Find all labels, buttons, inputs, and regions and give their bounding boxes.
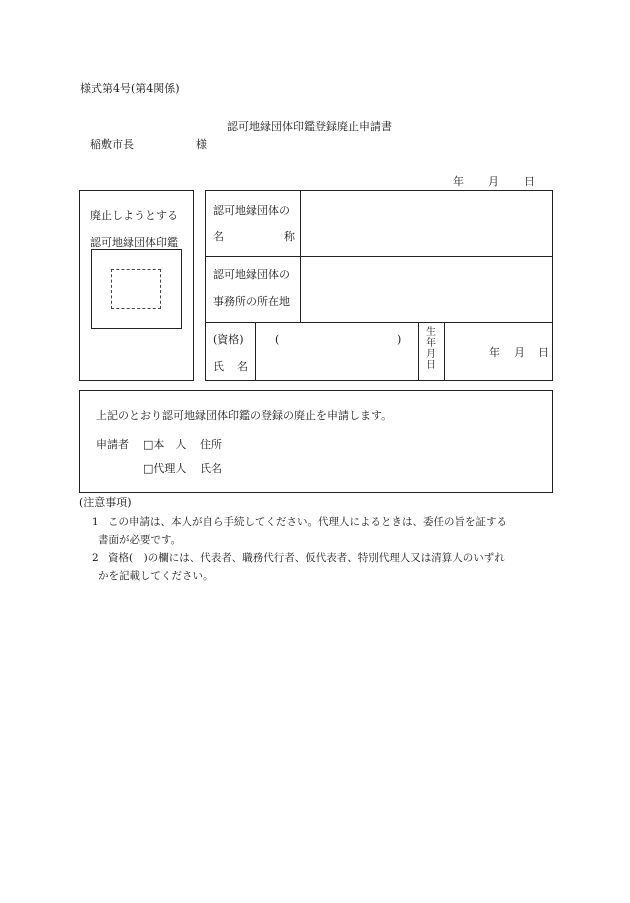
- seal-stamp-area[interactable]: [111, 269, 161, 309]
- birthdate-field[interactable]: [445, 323, 552, 380]
- note-1-number: 1: [92, 516, 99, 528]
- note-2-line2: かを記載してください。: [98, 570, 214, 582]
- note-1-line1: この申請は、本人が自ら手続してください。代理人によるときは、委任の旨を証する: [108, 516, 507, 528]
- name-label-a: 氏: [213, 360, 224, 373]
- application-statement: 上記のとおり認可地縁団体印鑑の登録の廃止を申請します。: [96, 409, 393, 422]
- office-address-field[interactable]: [301, 257, 552, 322]
- seal-section: [79, 190, 194, 381]
- birth-year-label: 年: [489, 346, 500, 359]
- addressee-name: 稲敷市長: [90, 138, 134, 151]
- name-label-b: 名: [237, 360, 248, 373]
- form-number: 様式第4号(第4関係): [80, 82, 180, 95]
- qualification-paren-open: (: [275, 333, 280, 346]
- table-divider: [418, 322, 419, 381]
- birth-day-label: 日: [538, 346, 549, 359]
- office-label-line1: 認可地縁団体の: [213, 268, 290, 281]
- birth-month-label: 月: [514, 346, 525, 359]
- agent-checkbox[interactable]: □代理人: [143, 462, 187, 475]
- org-name-field[interactable]: [301, 191, 552, 256]
- notes-header: (注意事項): [79, 496, 132, 509]
- address-label: 住所: [200, 438, 222, 451]
- name-field[interactable]: [256, 350, 417, 380]
- applicant-label: 申請者: [96, 438, 129, 451]
- qualification-field[interactable]: [283, 330, 393, 348]
- date-day-label: 日: [524, 175, 535, 188]
- birthdate-label: 生年月日: [426, 327, 436, 371]
- seal-label-line1: 廃止しようとする: [90, 209, 178, 222]
- qualification-label: (資格): [213, 333, 244, 346]
- date-year-label: 年: [453, 175, 464, 188]
- agent-name-label: 氏名: [200, 462, 222, 475]
- self-checkbox[interactable]: □本 人: [143, 438, 187, 451]
- org-name-label-line1: 認可地縁団体の: [213, 204, 290, 217]
- seal-label-line2: 認可地縁団体印鑑: [90, 236, 178, 249]
- application-section: [79, 390, 553, 493]
- qualification-paren-close: ): [397, 333, 402, 346]
- note-2-number: 2: [92, 552, 99, 564]
- note-2-line1: 資格( )の欄には、代表者、職務代行者、仮代表者、特別代理人又は清算人のいずれ: [108, 552, 505, 564]
- document-title: 認可地縁団体印鑑登録廃止申請書: [227, 120, 392, 133]
- date-month-label: 月: [488, 175, 499, 188]
- note-1-line2: 書面が必要です。: [98, 534, 182, 546]
- org-name-label-b: 称: [284, 230, 295, 243]
- office-label-line2: 事務所の所在地: [213, 295, 290, 308]
- addressee-honorific: 様: [196, 138, 207, 151]
- org-name-label-a: 名: [213, 230, 224, 243]
